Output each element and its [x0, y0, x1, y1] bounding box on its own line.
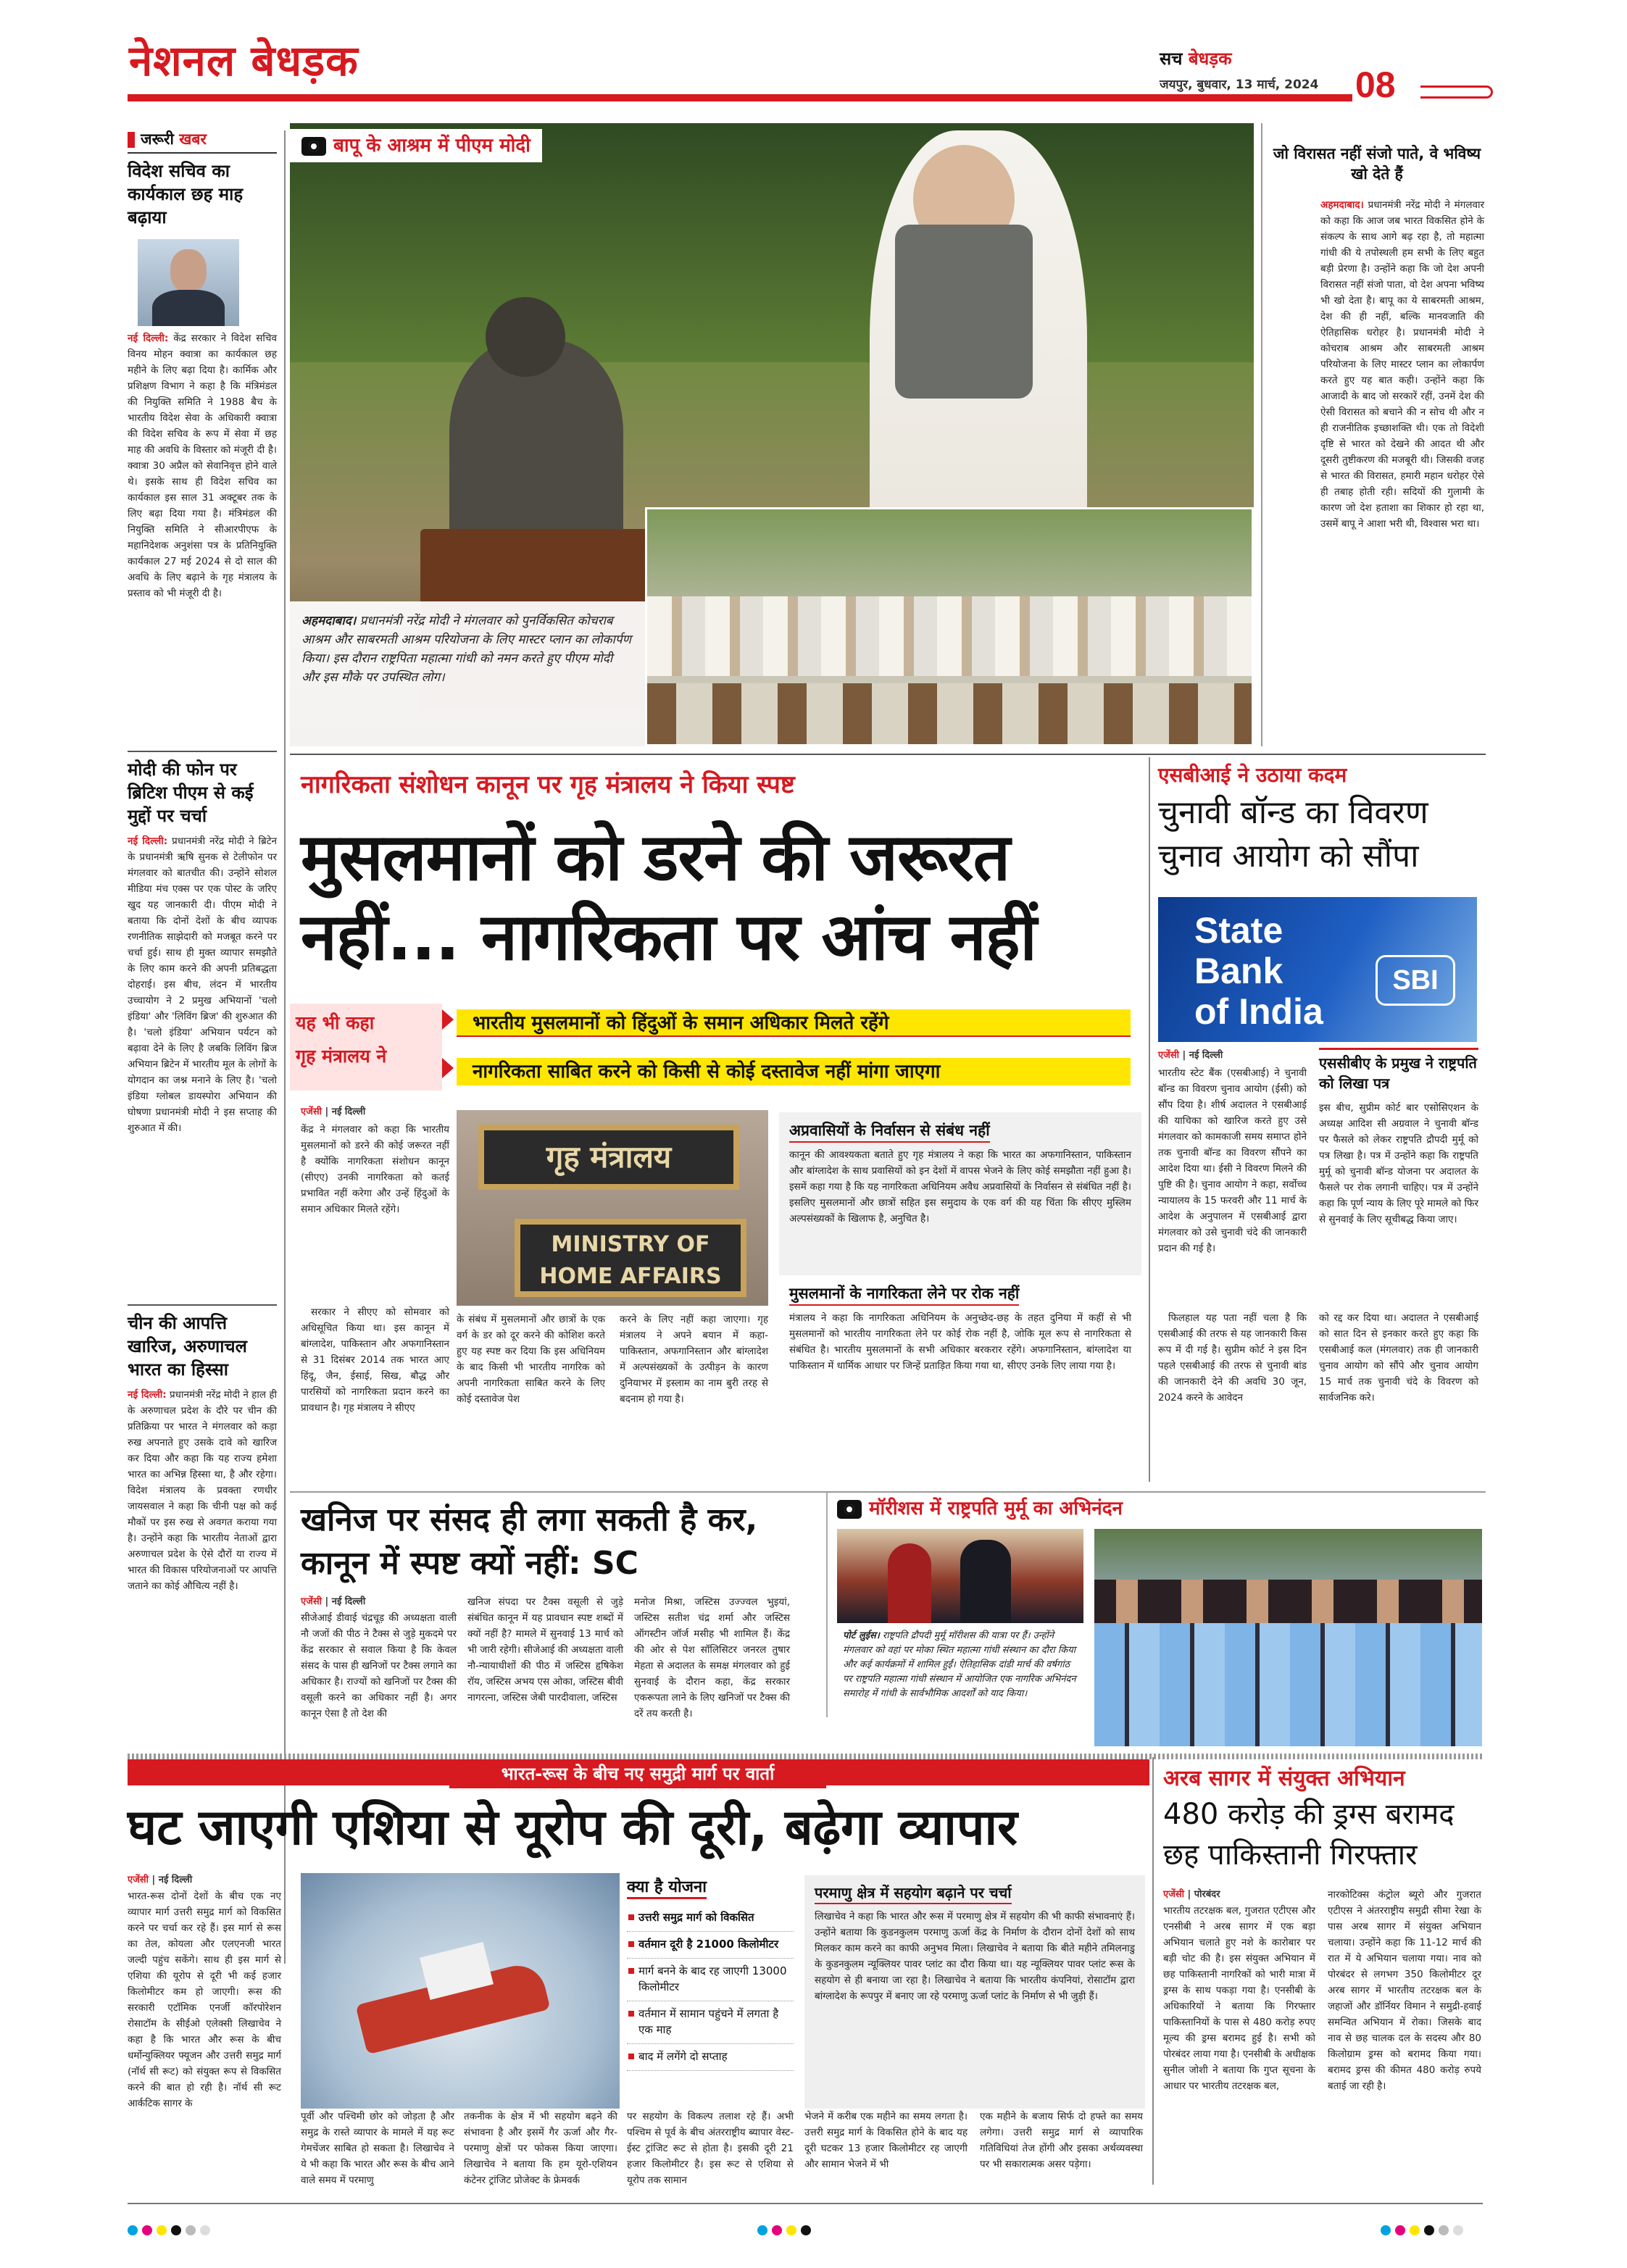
caa-box-2: [779, 1283, 1141, 1493]
ministry-sign-english: MINISTRY OF HOME AFFAIRS: [515, 1219, 746, 1297]
page-number: 08: [1355, 64, 1396, 105]
plan-item: [627, 2044, 794, 2071]
sbi-side-1: इस बीच, सुप्रीम कोर्ट बार एसोसिएशन के अध्यक्ष आदिश सी अग्रवाल ने चुनावी बॉन्ड पर फैसले को लेकर राष्ट्रपति द्रौपदी मुर्मू को पत्र लिखा है। पत्र में उन्होंने कहा कि राष्ट्रपति मुर्मू को चुनावी बॉन्ड योजना पर अदालत के फैसले पर रोक लगानी चाहिए। पत्र में उन्होंने कहा कि पूर्ण न्याय के लिए पूरे मामले को फिर से सुनवाई के लिए सूचीबद्ध किया जाए।: [1319, 1102, 1478, 1225]
plan-item-text: बाद में लगेंगे दो सप्ताह: [638, 2050, 728, 2063]
bullet-icon: [628, 1914, 634, 1920]
drugs-col-1: भारतीय तटरक्षक बल, गुजरात एटीएस और एनसीबी ने अरब सागर में एक बड़ा अभियान चलाते हुए नशे के कारोबार पर बड़ी चोट की है। इस संयुक्त अभियान में छह पाकिस्तानी नागरिकों को भारी मात्रा में ड्रग्स के साथ पकड़ा गया है। एनसीबी के अधिकारियों ने बताया कि गिरफ्तार पाकिस्तानियों के पास से 480 करोड़ रुपए मूल्य की ड्रग्स बरामद हुई है। सभी को पोरबंदर लाया गया है। एनसीबी के अधीक्षक सुनील जोशी ने बताया कि गुप्त सूचना के आधार पर भारतीय तटरक्षक बल,: [1163, 1905, 1315, 2092]
s1-place: नई दिल्ली:: [128, 333, 169, 344]
drugs-byline-a: एजेंसी: [1163, 1889, 1184, 1900]
plan-item-text: वर्तमान दूरी है 21000 किलोमीटर: [638, 1938, 779, 1951]
plan-item: [627, 1905, 794, 1932]
sidebar-tag: [128, 129, 277, 149]
mauritius-kicker-text: मॉरीशस में राष्ट्रपति मुर्मू का अभिनंदन: [869, 1498, 1123, 1519]
masthead-title: नेशनल बेधड़क: [129, 36, 359, 86]
top-caption-text: प्रधानमंत्री नरेंद्र मोदी ने मंगलवार को पुनर्विकसित कोचराब आश्रम और साबरमती आश्रम परियोजना के लिए मास्टर प्लान का लोकार्पण किया। इस दौरान राष्ट्रपिता महात्मा गांधी को नमन करते हुए पीएम मोदी और इस मौके पर उपस्थित लोग।: [301, 614, 631, 685]
sbi-byline-b: | नई दिल्ली: [1179, 1050, 1223, 1061]
also-said-box: [290, 1004, 442, 1091]
caa-byline-a: एजेंसी: [301, 1106, 322, 1117]
russia-byline-a: एजेंसी: [128, 1875, 149, 1885]
color-registration-marks: [757, 2225, 815, 2238]
caa-box-1-text: कानून की आवश्यकता बताते हुए गृह मंत्रालय ने कहा कि भारत का अफगानिस्तान, पाकिस्तान और बांग्लादेश के साथ प्रवासियों को इन देशों में वापस भेजने के लिए कोई समझौता नहीं हुआ है। इसमें कहा गया है कि यह नागरिकता अधिनियम अवैध अप्रवासियों के निर्वासन से संबंधित नहीं है। इसलिए मुसलमानों और छात्रों सहित इस समुदाय के एक वर्ग की यह चिंता कि सीएए मुस्लिम अल्पसंख्यकों के खिलाफ है, अनुचित है।: [789, 1149, 1131, 1225]
brand-name: बेधड़क: [1188, 49, 1232, 69]
sbi-byline-a: एजेंसी: [1158, 1050, 1179, 1061]
mineral-byline: [301, 1594, 365, 1607]
icebreaker-ship-photo: [301, 1873, 620, 2109]
s3-headline: चीन की आपत्ति खारिज, अरुणाचल भारत का हिस्सा: [128, 1313, 247, 1380]
caa-col-1: केंद्र ने मंगलवार को कहा कि भारतीय मुसलमानों को डरने की कोई जरूरत नहीं है क्योंकि नागरिकता संशोधन कानून (सीएए) उनकी नागरिकता को कतई प्रभावित नहीं करेगा और उन्हें हिंदुओं के समान अधिकार मिलते रहेंगे।: [301, 1124, 449, 1215]
mauritius-caption-place: पोर्ट लुईस।: [843, 1630, 880, 1641]
sbi-logo-text: [1194, 910, 1323, 1032]
caa-point-1: भारतीय मुसलमानों को हिंदुओं के समान अधिकार मिलते रहेंगे: [457, 1009, 1131, 1037]
ministry-sign-hindi: गृह मंत्रालय: [478, 1125, 739, 1190]
mineral-col-2: खनिज संपदा पर टैक्स वसूली से जुड़े संबंधित कानून में यह प्रावधान स्पष्ट शब्दों में क्यों नहीं है? मामले में सुनवाई 13 मार्च को भी जारी रहेगी। सीजेआई की अध्यक्षता वाली नौ-न्यायाधीशों की पीठ में जस्टिस हृषिकेश रॉय, जस्टिस अभय एस ओका, जस्टिस बीवी नागरत्ना, जस्टिस जेबी पारदीवाला, जस्टिस: [467, 1596, 623, 1704]
caa-col-2: सरकार ने सीएए को सोमवार को अधिसूचित किया था। इस कानून में बांग्लादेश, पाकिस्तान और अफगानिस्तान से 31 दिसंबर 2014 तक भारत आए हिंदू, जैन, ईसाई, सिख, बौद्ध और पारसियों को नागरिकता प्रदान करने का प्रावधान है। गृह मंत्रालय ने सीएए: [301, 1306, 449, 1414]
caa-box-2-text: मंत्रालय ने कहा कि नागरिकता अधिनियम के अनुच्छेद-छह के तहत दुनिया में कहीं से भी मुसलमानों को भारतीय नागरिकता लेने पर कोई रोक नहीं है, जोकि मूल रूप से नागरिकता से संबंधित है। भारतीय मुसलमानों के सभी अधिकार बरकरार रहेंगे। अफगानिस्तान, बांग्लादेश या पाकिस्तान में धार्मिक आधार पर जिन्हें प्रताड़ित किया गया था, सीएए उनके लिए लाया गया है।: [789, 1312, 1131, 1372]
plan-item: [627, 1959, 794, 2001]
caa-col-4: करने के लिए नहीं कहा जाएगा। गृह मंत्रालय ने अपने बयान में कहा- पाकिस्तान, अफगानिस्तान और बांग्लादेश में अल्पसंख्यकों के उत्पीड़न के कारण दुनियाभर में इस्लाम का नाम बुरी तरह से बदनाम हो गया है।: [620, 1314, 768, 1405]
plan-item-text: उत्तरी समुद्र मार्ग को विकसित: [638, 1911, 754, 1924]
s1-portrait-photo: [138, 239, 239, 326]
sbi-logo-photo: [1158, 897, 1477, 1042]
plan-item-text: मार्ग बनने के बाद रह जाएगी 13000 किलोमीटर: [638, 1964, 787, 1993]
plan-item-text: वर्तमान में सामान पहुंचने में लगता है एक माह: [638, 2007, 779, 2036]
russia-col-6: एक महीने के बजाय सिर्फ दो हफ्ते का समय लगेगा। उत्तरी समुद्र मार्ग से व्यापारिक गतिविधियां तेज होंगी और इसका अर्थव्यवस्था पर भी सकारात्मक असर पड़ेगा।: [980, 2111, 1143, 2170]
mauritius-caption-text: राष्ट्रपति द्रौपदी मुर्मू मॉरीशस की यात्रा पर हैं। उन्होंने मंगलवार को वहां पर मोका स्थित महात्मा गांधी संस्थान का दौरा किया और कई कार्यक्रमों में शामिल हुईं। ऐतिहासिक दांडी मार्च की वर्षगांठ पर राष्ट्रपति महात्मा गांधी संस्थान में आयोजित एक नागरिक अभिनंदन समारोह में गांधी के सार्वभौमिक आदर्शों को याद किया।: [843, 1630, 1076, 1699]
top-kicker-text: बापू के आश्रम में पीएम मोदी: [333, 135, 530, 157]
s3-text: प्रधानमंत्री नरेंद्र मोदी ने हाल ही के अरुणाचल प्रदेश के दौरे पर चीन की प्रतिक्रिया पर भारत ने मंगलवार को कड़ा रुख अपनाते हुए उसके दावे को खारिज कर दिया और कहा कि यह राज्य हमेशा भारत का अभिन्न हिस्सा था, है और रहेगा। विदेश मंत्रालय के प्रवक्ता रणधीर जायसवाल ने कहा कि चीनी पक्ष को कई मौकों पर इस रुख से अवगत कराया गया है। उन्होंने कहा कि भारतीय नेताओं द्वारा अरुणाचल प्रदेश के ऐसे दौरों या राज्य में भारत की विकास परियोजनाओं पर आपत्ति जताने का कोई औचित्य नहीं है।: [128, 1389, 277, 1592]
sbi-logo-1: State: [1194, 910, 1283, 951]
caa-byline-b: | नई दिल्ली: [322, 1106, 366, 1117]
audience-inset-photo: [645, 507, 1254, 746]
color-registration-marks: [1381, 2225, 1468, 2238]
mauritius-students-photo: [1094, 1529, 1482, 1746]
top-story-headline: जो विरासत नहीं संजो पाते, वे भविष्य खो देते हैं: [1273, 145, 1481, 183]
caa-kicker: नागरिकता संशोधन कानून पर गृह मंत्रालय ने किया स्पष्ट: [301, 770, 795, 799]
mineral-byline-b: | नई दिल्ली: [322, 1596, 366, 1607]
mauritius-ceremony-photo: [837, 1529, 1083, 1623]
russia-headline: घट जाएगी एशिया से यूरोप की दूरी, बढ़ेगा व्यापार: [128, 1799, 1018, 1856]
caa-byline: [301, 1104, 365, 1117]
russia-byline-b: | नई दिल्ली: [149, 1875, 193, 1885]
sbi-byline: [1158, 1048, 1223, 1061]
sbi-side-headline: एससीबीए के प्रमुख ने राष्ट्रपति को लिखा पत्र: [1319, 1048, 1478, 1093]
drugs-headline: 480 करोड़ की ड्रग्स बरामद छह पाकिस्तानी गिरफ्तार: [1163, 1798, 1455, 1872]
s1-body: [128, 330, 277, 601]
plan-item: [627, 2001, 794, 2044]
sidebar-tag-a: जरूरी: [141, 130, 180, 148]
s2-place: नई दिल्ली:: [128, 835, 168, 847]
s2-text: प्रधानमंत्री नरेंद्र मोदी ने ब्रिटेन के प्रधानमंत्री ऋषि सुनक से टेलीफोन पर मंगलवार को बातचीत की। उन्होंने सोशल मीडिया मंच एक्स पर एक पोस्ट के जरिए खुद यह जानकारी दी। पीएम मोदी ने बताया कि दोनों देशों के बीच व्यापक रणनीतिक साझेदारी को मजबूत करने पर चर्चा हुई। साथ ही मुक्त व्यापार समझौते के लिए काम करने की अपनी प्रतिबद्धता दोहराई। इस बीच, लंदन में भारतीय उच्चायोग ने 2 प्रमुख अभियानों 'चलो इंडिया' और 'लिविंग ब्रिज' की शुरुआत की है। 'चलो इंडिया' अभियान पर्यटन को बढ़ावा देने के लिए है जबकि लिविंग ब्रिज अभियान ब्रिटेन में भारतीय मूल के लोगों के योगदान का जश्न मनाने के लिए है। 'चलो इंडिया ग्लोबल डायस्पोरा अभियान की घोषणा प्रधानमंत्री मोदी ने इस सप्ताह की शुरुआत में की।: [128, 835, 277, 1134]
plan-list: [627, 1905, 794, 2071]
russia-byline: [128, 1872, 192, 1885]
bullet-icon: [628, 2054, 634, 2059]
sidebar-tag-b: खबर: [179, 130, 207, 148]
sbi-body-1: भारतीय स्टेट बैंक (एसबीआई) ने चुनावी बॉन्ड का विवरण चुनाव आयोग (ईसी) को सौंप दिया है। शीर्ष अदालत ने एसबीआई की याचिका को खारिज करते हुए उसे मंगलवार को कामकाजी समय समाप्त होने तक चुनावी बॉन्ड का विवरण सौंपने का आदेश दिया था। ईसी ने विवरण मिलने की पुष्टि की है। चुनाव आयोग ने कहा, सर्वोच्च न्यायालय के 15 फरवरी और 11 मार्च के आदेश के अनुपालन में एसबीआई द्वारा मंगलवार को उसे चुनावी चंदे की जानकारी प्रदान की गई है।: [1158, 1067, 1307, 1254]
bullet-icon: [628, 2011, 634, 2017]
brand-prefix: सच: [1160, 49, 1189, 69]
bullet-icon: [628, 1941, 634, 1947]
top-story-text: प्रधानमंत्री नरेंद्र मोदी ने मंगलवार को कहा कि आज जब भारत विकसित होने के संकल्प के साथ आगे बढ़ रहा है, तो महात्मा गांधी की ये तपोस्थली हम सभी के लिए बहुत बड़ी प्रेरणा है। उन्होंने कहा कि जो देश अपनी विरासत नहीं संजो पाता, वो देश अपना भविष्य भी खो देता है। बापू का ये साबरमती आश्रम, देश की ही नहीं, बल्कि मानवजाति की ऐतिहासिक धरोहर है। प्रधानमंत्री मोदी ने कोचराब आश्रम और साबरमती आश्रम परियोजना के लिए मास्टर प्लान का लोकार्पण करते हुए यह बात कही। उन्होंने कहा कि आजादी के बाद जो सरकारें रहीं, उनमें देश की ऐसी विरासत को बचाने की न सोच थी और न ही राजनीतिक इच्छाशक्ति थी। एक तो विदेशी दृष्टि से भारत को देखने की आदत थी और दूसरी तुष्टीकरण की मजबूरी थी। जिसकी वजह से भारत की विरासत, हमारी महान धरोहर ऐसे ही तबाह होती रही। सदियों की गुलामी के कारण जो देश हताशा का शिकार हो रहा था, उसमें बापू ने आशा भरी थी, विश्वास भरा था।: [1320, 199, 1484, 530]
bullet-icon: [628, 1968, 634, 1974]
drugs-kicker: अरब सागर में संयुक्त अभियान: [1163, 1766, 1405, 1791]
plan-item: [627, 1932, 794, 1959]
brand: [1160, 46, 1232, 70]
s1-headline: विदेश सचिव का कार्यकाल छह माह बढ़ाया: [128, 161, 244, 228]
mineral-col-1: सीजेआई डीवाई चंद्रचूड़ की अध्यक्षता वाली नौ जजों की पीठ ने टैक्स से जुड़े मुकदमे पर केंद्र सरकार से सवाल किया है कि केवल संसद के पास ही खनिजों पर टैक्स लगाने का अधिकार है। राज्यों को खनिजों पर टैक्स की वसूली करने का अधिकार नहीं है। अगर कानून ऐसा है तो देश की: [301, 1612, 457, 1719]
sbi-logo-3: of India: [1194, 991, 1323, 1032]
mineral-headline: खनिज पर संसद ही लगा सकती है कर, कानून में स्पष्ट क्यों नहीं: SC: [301, 1501, 758, 1582]
drugs-byline: [1163, 1887, 1220, 1900]
mineral-col-3: मनोज मिश्रा, जस्टिस उज्ज्वल भुइयां, जस्टिस सतीश चंद्र शर्मा और जस्टिस ऑगस्टीन जॉर्ज मसीह भी शामिल हैं। केंद्र की ओर से पेश सॉलिसिटर जनरल तुषार मेहता से अदालत के समक्ष मंगलवार को हुई सुनवाई के दौरान कहा, केंद्र सरकार एकरूपता लाने के लिए खनिजों पर टैक्स की दरें तय करती है।: [634, 1596, 790, 1719]
top-story-place: अहमदाबाद।: [1320, 199, 1364, 211]
drugs-col-2: नारकोटिक्स कंट्रोल ब्यूरो और गुजरात एटीएस ने अंतरराष्ट्रीय समुद्री सीमा रेखा के पास अरब सागर में संयुक्त अभियान चलाया। उन्होंने कहा कि 11-12 मार्च की रात में ये अभियान चलाया गया। नाव को पोरबंदर से लगभग 350 किलोमीटर दूर अरब सागर में भारतीय तटरक्षक बल के जहाजों और डॉर्नियर विमान ने समुद्री-हवाई समन्वित अभियान में रोका। जिसके बाद नाव से छह चालक दल के सदस्य और 80 किलोग्राम ड्रग्स को बरामद किया गया। बरामद ड्रग्स की कीमत 480 करोड़ रुपये बताई जा रही है।: [1328, 1889, 1481, 2092]
s1-text: केंद्र सरकार ने विदेश सचिव विनय मोहन क्वात्रा का कार्यकाल छह महीने के लिए बढ़ा दिया है। कार्मिक और प्रशिक्षण विभाग ने कहा है कि मंत्रिमंडल की नियुक्ति समिति ने 1988 बैच के भारतीय विदेश सेवा के अधिकारी क्वात्रा की विदेश सचिव के रूप में सेवा में छह माह की अवधि के विस्तार को मंजूरी दी है। क्वात्रा 30 अप्रैल को सेवानिवृत्त होने वाले थे। इसके साथ ही विदेश सचिव का कार्यकाल इस साल 31 अक्टूबर तक के लिए बढ़ा दिया गया है। मंत्रिमंडल की नियुक्ति समिति ने सीआरपीएफ के महानिदेशक अनुशंसा पत्र के प्रतिनियुक्ति कार्यकाल 27 मई 2024 से दो साल की अवधि के लिए बढ़ाने के गृह मंत्रालय के प्रस्ताव को भी मंजूरी दी है।: [128, 333, 278, 599]
top-story-kicker: [290, 129, 542, 162]
s2-body: [128, 833, 277, 1136]
russia-col-2: पूर्वी और पश्चिमी छोर को जोड़ता है और समुद्र के रास्ते व्यापार के मामले में यह रूट गेमचेंजर साबित हो सकता है। लिखाचेव ने ये भी कहा कि भारत और रूस के बीच आने वाले समय में परमाणु: [301, 2111, 454, 2186]
caa-box-1-head: अप्रवासियों के निर्वासन से संबंध नहीं: [789, 1120, 990, 1143]
s3-place: नई दिल्ली:: [128, 1389, 167, 1401]
nuclear-text: लिखाचेव ने कहा कि भारत और रूस में परमाणु क्षेत्र में सहयोग की भी काफी संभावनाएं हैं। उन्होंने बताया कि कुडनकुलम परमाणु ऊर्जा केंद्र के निर्माण के दौरान दोनों देशों को साथ मिलकर काम करने का काफी अनुभव मिला। लिखाचेव ने बताया कि बीते महीने तमिलनाडु के कुडनकुलम न्यूक्लियर पावर प्लांट का दौरा किया था। यह न्यूक्लियर पावर प्लांट रूस के सहयोग से ही बनाया जा रहा है। लिखाचेव ने बताया कि भारतीय कंपनियां, रोसाटॉम द्वारा बांग्लादेश के रूपपुर में बनाए जा रहे परमाणु ऊर्जा प्लांट के निर्माण से भी जुड़ी हैं।: [815, 1911, 1135, 2002]
sbi-badge: SBI: [1376, 955, 1455, 1006]
drugs-byline-b: | पोरबंदर: [1184, 1889, 1220, 1900]
russia-col-5: भेजने में करीब एक महीने का समय लगता है। उत्तरी समुद्र मार्ग के विकसित होने के बाद यह दूरी घटकर 13 हजार किलोमीटर रह जाएगी और सामान भेजने में भी: [804, 2111, 968, 2170]
russia-col-4: पर सहयोग के विकल्प तलाश रहे हैं। अभी पश्चिम से पूर्व के बीच अंतरराष्ट्रीय ब्यापार वेस्ट-ईस्ट ट्रांजिट रूट से होता है। इसकी दूरी 21 हजार किलोमीटर है। इस रूट से एशिया से यूरोप तक सामान: [627, 2111, 794, 2186]
dateline: जयपुर, बुधवार, 13 मार्च, 2024: [1160, 78, 1319, 92]
also-said-2: गृह मंत्रालय ने: [296, 1046, 387, 1067]
mineral-byline-a: एजेंसी: [301, 1596, 322, 1607]
plan-head: क्या है योजना: [627, 1875, 707, 1899]
russia-col-3: तकनीक के क्षेत्र में भी सहयोग बढ़ने की संभावना है और इसमें गैर ऊर्जा और गैर-परमाणु क्षेत्रों पर फोकस किया जाएगा। लिखाचेव ने बताया कि हम यूरो-एशियन कंटेनर ट्रांजिट प्रोजेक्ट के फ्रेमवर्क: [464, 2111, 617, 2186]
top-story-body: [1320, 197, 1484, 532]
camera-icon: [301, 137, 326, 156]
nuclear-box: [804, 1875, 1145, 2109]
sbi-kicker: एसबीआई ने उठाया कदम: [1158, 763, 1347, 787]
pen-icon: [1420, 86, 1493, 99]
arrow-icon: [442, 1058, 454, 1078]
sbi-headline: चुनावी बॉन्ड का विवरण चुनाव आयोग को सौंपा: [1158, 794, 1428, 875]
mauritius-kicker: [837, 1496, 1123, 1522]
caa-point-2: नागरिकता साबित करने को किसी से कोई दस्तावेज नहीं मांगा जाएगा: [457, 1058, 1131, 1085]
caa-box-2-head: मुसलमानों के नागरिकता लेने पर रोक नहीं: [789, 1283, 1019, 1306]
arrow-icon: [442, 1009, 454, 1030]
top-photo-caption: [290, 601, 645, 746]
sbi-side-2: को रद्द कर दिया था। अदालत ने एसबीआई को सात दिन से इनकार करते हुए कहा कि एसबीआई कल (मंगलवार) तक ही जानकारी चुनाव आयोग को सौंपे और चुनाव आयोग 15 मार्च तक चुनावी चंदे के विवरण को सार्वजनिक करे।: [1319, 1312, 1478, 1404]
caa-col-3: के संबंध में मुसलमानों और छात्रों के एक वर्ग के डर को दूर करने की कोशिश करते हुए यह स्पष्ट कर दिया कि इस अधिनियम के बाद किसी भी भारतीय नागरिक को अपनी नागरिकता साबित करने के लिए कोई दस्तावेज पेश: [457, 1314, 605, 1405]
masthead-rule: [128, 94, 1352, 101]
caa-headline-2: नहीं... नागरिकता पर आंच नहीं: [301, 899, 1036, 975]
s3-body: [128, 1387, 277, 1594]
mauritius-caption: [837, 1623, 1083, 1746]
sbi-body-2: फिलहाल यह पता नहीं चला है कि एसबीआई की तरफ से यह जानकारी किस रूप में दी गई है। सुप्रीम कोर्ट ने इस दिन पहले एसबीआई की तरफ से चुनावी बांड की जानकारी देने की अवधि 30 जून, 2024 करने के आवेदन: [1158, 1312, 1307, 1404]
nuclear-head: परमाणु क्षेत्र में सहयोग बढ़ाने पर चर्चा: [815, 1883, 1012, 1904]
russia-col-1: भारत-रूस दोनों देशों के बीच एक नए व्यापार मार्ग उत्तरी समुद्र मार्ग को विकसित करने पर चर्चा कर रहे हैं। इस मार्ग से रूस का तेल, कोयला और एलएनजी भारत जल्दी पहुंच सकेंगे। साथ ही इस मार्ग से एशिया की यूरोप से दूरी भी कई हजार किलोमीटर कम हो जाएगी। रूस की सरकारी एटॉमिक एनर्जी कॉरपोरेशन रोसाटॉम के सीईओ एलेक्सी लिखाचेव ने कहा है कि भारत और रूस के बीच धर्मोन्युक्लियर फ्यूजन और उत्तरी समुद्र मार्ग (नॉर्थ सी रूट) को संयुक्त रूप से विकसित करने की बात हो रही है। नॉर्थ सी रूट आर्कटिक सागर के: [128, 1890, 281, 2109]
sbi-logo-2: Bank: [1194, 951, 1283, 991]
russia-kicker: भारत-रूस के बीच नए समुद्री मार्ग पर वार्ता: [449, 1759, 826, 1788]
also-said-1: यह भी कहा: [296, 1012, 375, 1033]
plan-box: [627, 1875, 794, 2107]
s2-headline: मोदी की फोन पर ब्रिटिश पीएम से कई मुद्दों पर चर्चा: [128, 759, 254, 826]
top-caption-place: अहमदाबाद।: [301, 614, 357, 628]
caa-box-1: [779, 1112, 1141, 1275]
caa-headline-1: मुसलमानों को डरने की जरूरत: [301, 820, 1010, 896]
ministry-sign-photo: [457, 1110, 768, 1306]
color-registration-marks: [128, 2225, 215, 2238]
camera-icon: [837, 1500, 862, 1519]
